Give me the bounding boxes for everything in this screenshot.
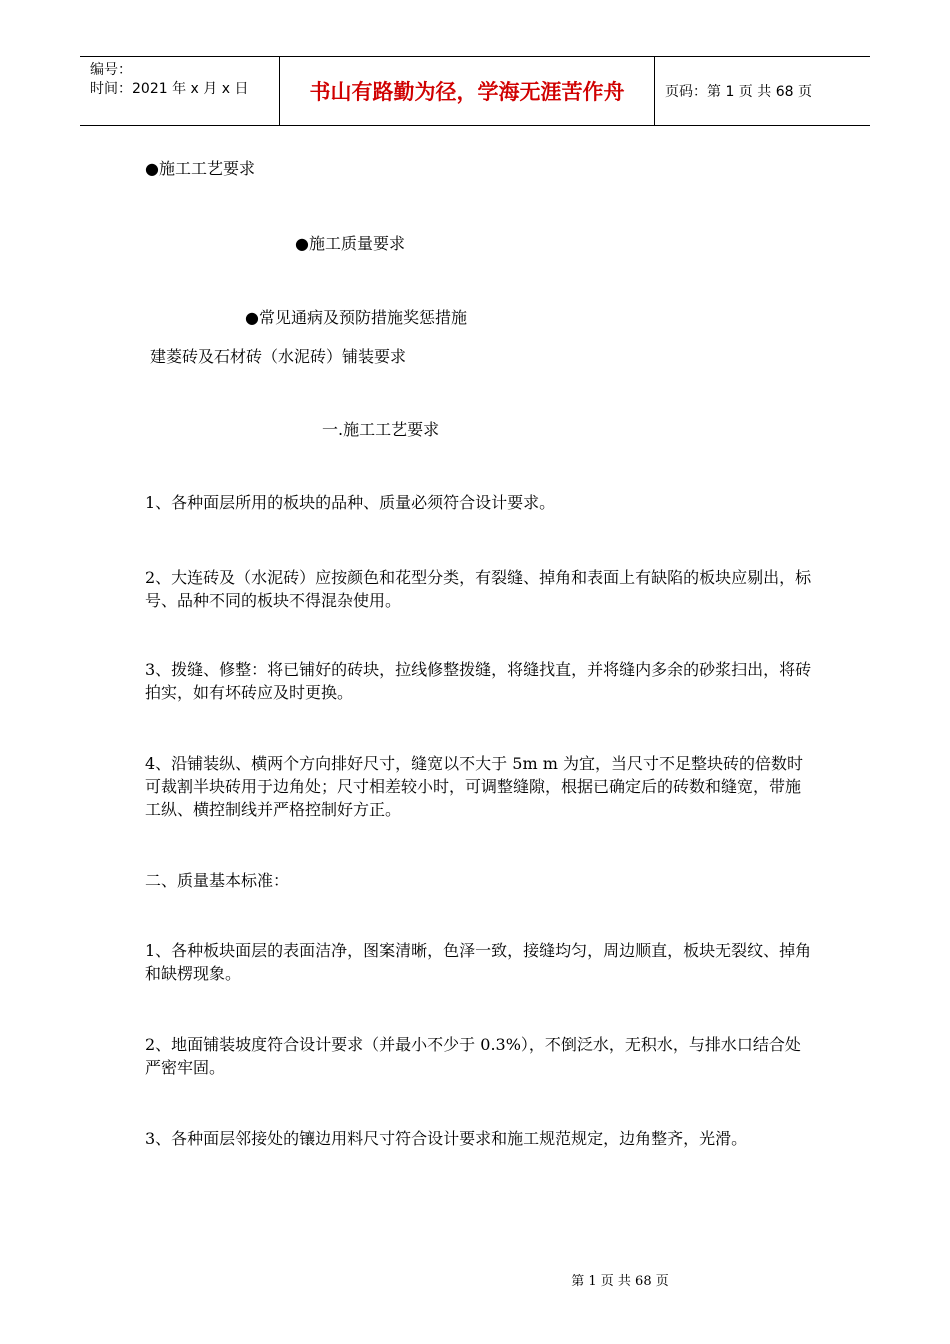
page-footer: 第 1 页 共 68 页 — [571, 1274, 669, 1289]
page-header — [80, 56, 870, 126]
header-motto: 书山有路勤为径，学海无涯苦作舟 — [280, 57, 655, 125]
section1-item-2: 2、大连砖及（水泥砖）应按颜色和花型分类，有裂缝、掉角和表面上有缺陷的板块应剔出，标号、品种不同的板块不得混杂使用。 — [145, 568, 812, 610]
section1-item-1: 1、各种面层所用的板块的品种、质量必须符合设计要求。 — [145, 493, 556, 512]
section1-item-3: 3、拨缝、修整：将已铺好的砖块，拉线修整拨缝，将缝找直，并将缝内多余的砂浆扫出，将砖拍实，如有坏砖应及时更换。 — [145, 660, 812, 702]
section1-heading: 一.施工工艺要求 — [322, 420, 440, 439]
header-meta — [80, 57, 280, 125]
section2-item-1: 1、各种板块面层的表面洁净，图案清晰，色泽一致，接缝均匀，周边顺直，板块无裂纹、掉角和缺楞现象。 — [145, 941, 812, 983]
section2-item-2: 2、地面铺装坡度符合设计要求（并最小不少于 0.3%），不倒泛水，无积水，与排水口结合处严密牢固。 — [145, 1035, 801, 1077]
document-title: 建菱砖及石材砖（水泥砖）铺装要求 — [150, 347, 407, 366]
outline-item-process: ●施工工艺要求 — [145, 159, 255, 178]
header-page-info: 页码：第 1 页 共 68 页 — [665, 84, 812, 100]
section1-item-4: 4、沿铺装纵、横两个方向排好尺寸，缝宽以不大于 5m m 为宜，当尺寸不足整块砖的倍数时可裁割半块砖用于边角处；尺寸相差较小时，可调整缝隙，根据已确定后的砖数和缝宽，带施工纵、横控制线并严格控制好方正。 — [145, 754, 803, 819]
section2-heading: 二、质量基本标准： — [145, 871, 290, 890]
number-label: 编号： — [90, 62, 132, 78]
section2-item-3: 3、各种面层邻接处的镶边用料尺寸符合设计要求和施工规范规定，边角整齐，光滑。 — [145, 1129, 748, 1148]
time-label: 时间：2021 年 x 月 x 日 — [90, 81, 249, 97]
outline-item-quality: ●施工质量要求 — [295, 234, 405, 253]
outline-item-defects: ●常见通病及预防措施奖惩措施 — [245, 308, 467, 327]
